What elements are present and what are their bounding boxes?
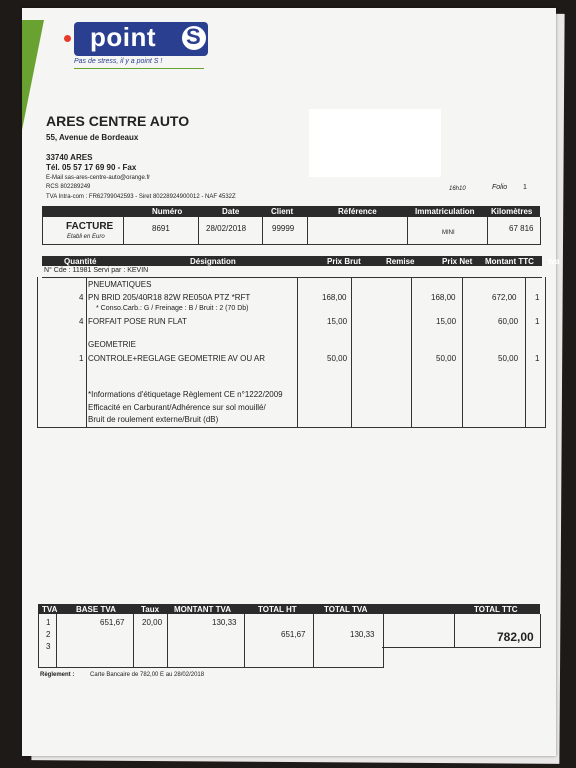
print-time: 16h10 xyxy=(449,186,466,192)
col-taux: Taux xyxy=(141,605,160,614)
col-tva: tva xyxy=(548,257,560,266)
company-rcs: RCS 802289249 xyxy=(46,184,91,190)
col-kilometres: Kilomètres xyxy=(491,207,533,216)
line-item-qty: 4 xyxy=(79,317,84,326)
line-item-prix-net: 15,00 xyxy=(436,317,457,326)
line-item-prix-brut: 15,00 xyxy=(327,317,348,326)
invoice-date: 28/02/2018 xyxy=(206,224,247,233)
col-immatriculation: Immatriculation xyxy=(415,207,475,216)
reglement-text: Carte Bancaire de 782,00 E au 28/02/2018 xyxy=(90,672,205,678)
line-item-montant-ttc: 60,00 xyxy=(498,317,519,326)
taux-value: 20,00 xyxy=(142,618,163,627)
col-reference: Référence xyxy=(338,207,377,216)
logo-red-dot-icon xyxy=(64,35,71,42)
divider xyxy=(244,614,245,668)
invoice-number: 8691 xyxy=(152,224,170,233)
line-item-designation: FORFAIT POSE RUN FLAT xyxy=(88,317,187,326)
line-item-tva: 1 xyxy=(535,354,540,363)
divider xyxy=(262,217,263,245)
green-corner-stripe xyxy=(22,20,44,130)
divider xyxy=(37,427,546,428)
divider xyxy=(198,217,199,245)
label-info-line: Bruit de roulement externe/Bruit (dB) xyxy=(88,415,219,424)
col-totals-tva: TVA xyxy=(42,605,58,614)
logo-slogan: Pas de stress, il y a point S ! xyxy=(74,58,163,65)
col-date: Date xyxy=(222,207,240,216)
tva-code: 3 xyxy=(46,642,51,651)
total-ht-value: 651,67 xyxy=(281,630,306,639)
divider xyxy=(487,217,488,245)
line-item-designation: GEOMETRIE xyxy=(88,340,137,349)
slogan-underline xyxy=(74,68,204,69)
line-item-prix-brut: 50,00 xyxy=(327,354,348,363)
company-city: 33740 ARES xyxy=(46,153,93,162)
invoice-header-bar xyxy=(42,206,540,217)
company-email: E-Mail sas-ares-centre-auto@orange.fr xyxy=(46,175,151,181)
divider xyxy=(407,217,408,245)
col-quantite: Quantité xyxy=(64,257,97,266)
divider xyxy=(351,277,352,427)
lines-header-bar xyxy=(42,256,560,266)
divider xyxy=(86,277,87,427)
montant-tva-value: 130,33 xyxy=(212,618,237,627)
col-total-ht: TOTAL HT xyxy=(258,605,297,614)
logo-s-letter: S xyxy=(186,24,201,49)
vehicle-model: MINI xyxy=(442,230,455,236)
col-prix-net: Prix Net xyxy=(442,257,473,266)
divider xyxy=(307,217,308,245)
folio-number: 1 xyxy=(523,184,527,191)
line-item-tva: 1 xyxy=(535,317,540,326)
col-montant-tva: MONTANT TVA xyxy=(174,605,232,614)
divider xyxy=(545,277,546,427)
redacted-address-block xyxy=(309,109,441,177)
line-item-qty: 1 xyxy=(79,354,84,363)
divider xyxy=(123,217,124,245)
col-total-ttc: TOTAL TTC xyxy=(474,605,518,614)
kilometres: 67 816 xyxy=(509,224,534,233)
line-item-designation: PN BRID 205/40R18 82W RE050A PTZ *RFT xyxy=(88,293,251,302)
company-tva-siret: TVA Intra-com : FR62799042593 - Siret 80228924900012 - NAF 4532Z xyxy=(46,194,236,200)
divider xyxy=(37,277,38,427)
tva-code: 1 xyxy=(46,618,51,627)
line-item-prix-net: 50,00 xyxy=(436,354,457,363)
divider xyxy=(525,277,526,427)
totals-left-box xyxy=(38,614,384,668)
col-designation: Désignation xyxy=(190,257,236,266)
doc-currency: Etabli en Euro xyxy=(67,234,105,240)
line-item-montant-ttc: 50,00 xyxy=(498,354,519,363)
col-remise: Remise xyxy=(386,257,415,266)
company-street: 55, Avenue de Bordeaux xyxy=(46,133,139,142)
divider xyxy=(411,277,412,427)
client-number: 99999 xyxy=(272,224,295,233)
divider xyxy=(133,614,134,668)
line-item-designation: * Conso.Carb.: G / Freinage : B / Bruit : 2 (70 Db) xyxy=(96,305,249,312)
divider xyxy=(167,614,168,668)
line-item-prix-net: 168,00 xyxy=(431,293,456,302)
logo-text: point xyxy=(90,22,157,52)
invoice-page xyxy=(22,8,560,756)
line-item-designation: CONTROLE+REGLAGE GEOMETRIE AV OU AR xyxy=(88,354,266,363)
line-item-designation: PNEUMATIQUES xyxy=(88,280,152,289)
reglement-label: Règlement : xyxy=(40,672,75,678)
col-montant-ttc: Montant TTC xyxy=(485,257,534,266)
col-prix-brut: Prix Brut xyxy=(327,257,361,266)
company-name: ARES CENTRE AUTO xyxy=(46,113,190,129)
col-client: Client xyxy=(271,207,294,216)
order-line: N° Cde : 11981 Servi par : KEVIN xyxy=(44,267,149,274)
tva-code: 2 xyxy=(46,630,51,639)
line-item-tva: 1 xyxy=(535,293,540,302)
label-info-line: *Informations d'étiquetage Règlement CE n°1222/2009 xyxy=(88,390,283,399)
divider xyxy=(462,277,463,427)
line-item-qty: 4 xyxy=(79,293,84,302)
base-tva-value: 651,67 xyxy=(100,618,125,627)
col-base-tva: BASE TVA xyxy=(76,605,116,614)
divider xyxy=(297,277,298,427)
col-total-tva: TOTAL TVA xyxy=(324,605,368,614)
totals-header-bar xyxy=(38,604,540,614)
divider xyxy=(313,614,314,668)
folio-label: Folio xyxy=(492,184,508,191)
divider xyxy=(454,614,455,648)
line-item-montant-ttc: 672,00 xyxy=(492,293,517,302)
divider xyxy=(42,277,542,278)
company-tel: Tél. 05 57 17 69 90 - Fax xyxy=(46,163,137,172)
divider xyxy=(56,614,57,668)
total-tva-value: 130,33 xyxy=(350,630,375,639)
total-ttc-value: 782,00 xyxy=(497,630,534,644)
col-numero: Numéro xyxy=(152,207,183,216)
line-item-prix-brut: 168,00 xyxy=(322,293,347,302)
doc-type: FACTURE xyxy=(66,221,114,232)
label-info-line: Efficacité en Carburant/Adhérence sur sol mouillé/ xyxy=(88,403,266,412)
